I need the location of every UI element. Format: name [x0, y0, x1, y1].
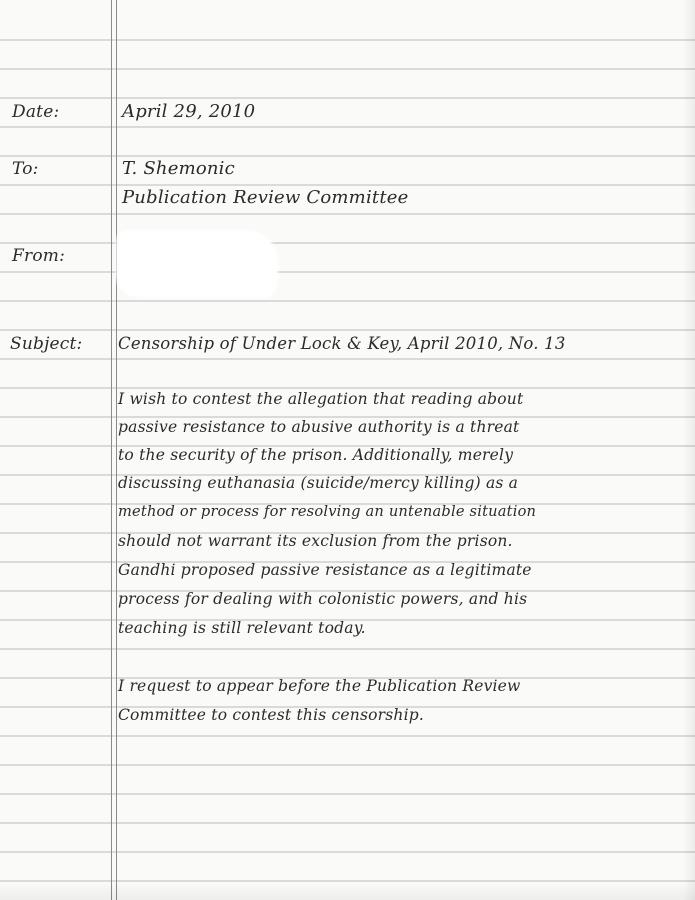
body-line: should not warrant its exclusion from the prison.	[118, 532, 513, 550]
subject-label: Subject:	[10, 334, 83, 354]
body-line: method or process for resolving an untenable situation	[118, 503, 537, 520]
to-committee: Publication Review Committee	[122, 187, 409, 208]
to-label: To:	[12, 159, 39, 179]
body-line: passive resistance to abusive authority is a threat	[118, 418, 520, 436]
from-label: From:	[12, 246, 66, 266]
sender-redaction	[118, 232, 276, 296]
body-line: I request to appear before the Publication Review	[118, 677, 521, 695]
body-line: discussing euthanasia (suicide/mercy killing) as a	[118, 474, 519, 492]
scan-shadow-edge	[683, 0, 695, 900]
subject-value: Censorship of Under Lock & Key, April 2010, No. 13	[118, 334, 566, 353]
date-value: April 29, 2010	[122, 101, 256, 122]
body-line: I wish to contest the allegation that reading about	[118, 390, 524, 408]
body-line: teaching is still relevant today.	[118, 619, 366, 637]
margin-line-right	[116, 0, 117, 900]
margin-line-left	[111, 0, 112, 900]
body-line: Committee to contest this censorship.	[118, 706, 424, 724]
date-label: Date:	[12, 102, 60, 122]
body-line: process for dealing with colonistic powers, and his	[118, 590, 528, 608]
body-line: Gandhi proposed passive resistance as a legitimate	[118, 561, 532, 579]
to-name: T. Shemonic	[122, 158, 235, 179]
scan-shadow-bottom	[0, 882, 695, 900]
body-line: to the security of the prison. Additionally, merely	[118, 446, 514, 464]
